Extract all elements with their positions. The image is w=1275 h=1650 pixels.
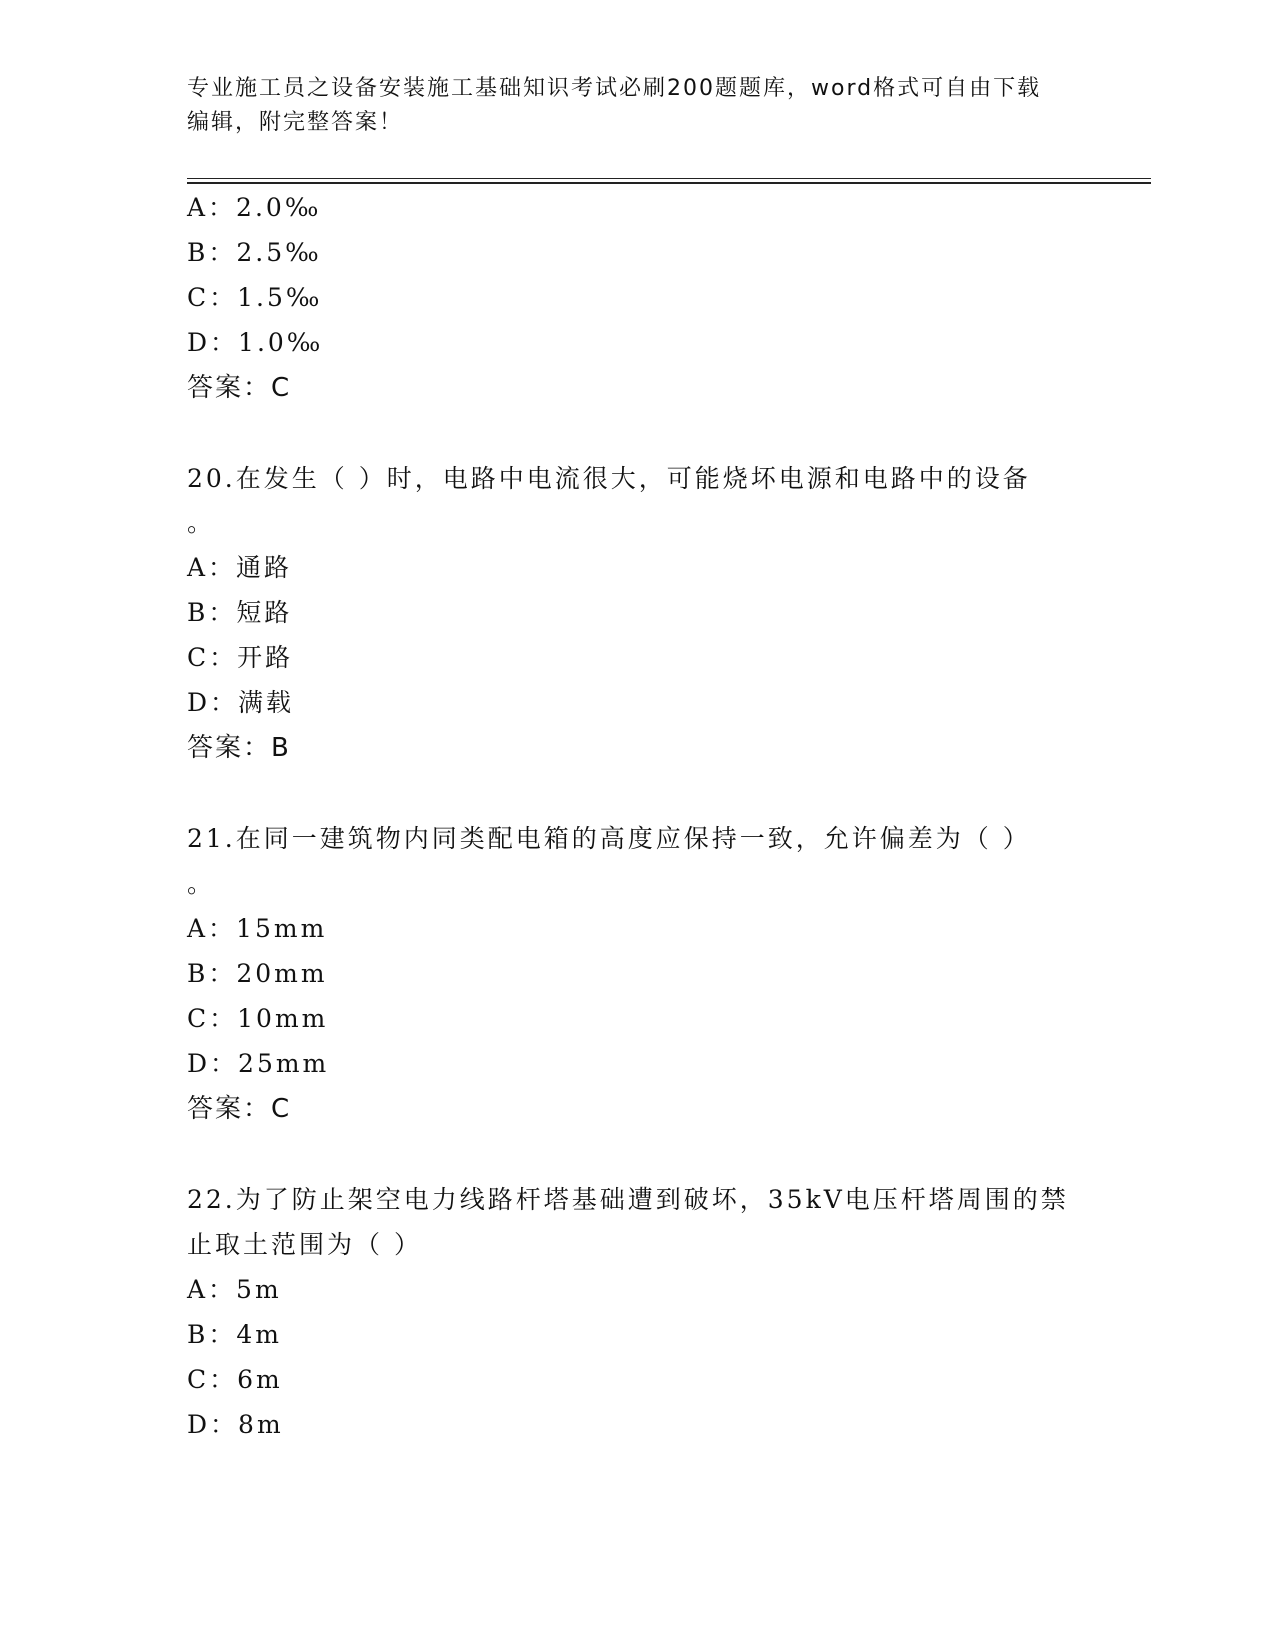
- q21-answer: 答案：C: [187, 1094, 292, 1124]
- q20-option-d: D：满载: [187, 688, 295, 717]
- q21-stem-line-1: 21.在同一建筑物内同类配电箱的高度应保持一致，允许偏差为（ ）: [187, 824, 1031, 853]
- header-divider-top: [187, 178, 1151, 179]
- q20-option-b: B：短路: [187, 598, 293, 627]
- q19-option-b: B：2.5‰: [187, 238, 322, 267]
- q20-answer: 答案：B: [187, 733, 291, 763]
- header-divider-bottom: [187, 182, 1151, 184]
- q21-option-b: B：20mm: [187, 959, 328, 988]
- q22-option-a: A：5m: [187, 1275, 282, 1304]
- document-header: [187, 72, 1087, 140]
- q20-option-c: C：开路: [187, 643, 294, 672]
- header-title-line-2: 编辑，附完整答案！: [187, 110, 404, 135]
- q19-option-c: C：1.5‰: [187, 283, 323, 312]
- q20-option-a: A：通路: [187, 553, 293, 582]
- q20-stem-line-2: 。: [187, 508, 216, 537]
- q22-stem-line-1: 22.为了防止架空电力线路杆塔基础遭到破坏，35kV电压杆塔周围的禁: [187, 1185, 1069, 1214]
- q20-stem-line-1: 20.在发生（ ）时，电路中电流很大，可能烧坏电源和电路中的设备: [187, 464, 1031, 493]
- q22-option-c: C：6m: [187, 1365, 283, 1394]
- q21-option-a: A：15mm: [187, 914, 328, 943]
- q22-option-d: D：8m: [187, 1410, 284, 1439]
- header-title-line-1: 专业施工员之设备安装施工基础知识考试必刷200题题库，word格式可自由下载: [187, 76, 1042, 101]
- q19-option-a: A：2.0‰: [187, 193, 322, 222]
- q22-option-b: B：4m: [187, 1320, 282, 1349]
- q21-option-c: C：10mm: [187, 1004, 329, 1033]
- q19-answer: 答案：C: [187, 373, 292, 403]
- q21-option-d: D：25mm: [187, 1049, 330, 1078]
- q19-option-d: D：1.0‰: [187, 328, 324, 357]
- q22-stem-line-2: 止取土范围为（ ）: [187, 1230, 422, 1259]
- q21-stem-line-2: 。: [187, 869, 216, 898]
